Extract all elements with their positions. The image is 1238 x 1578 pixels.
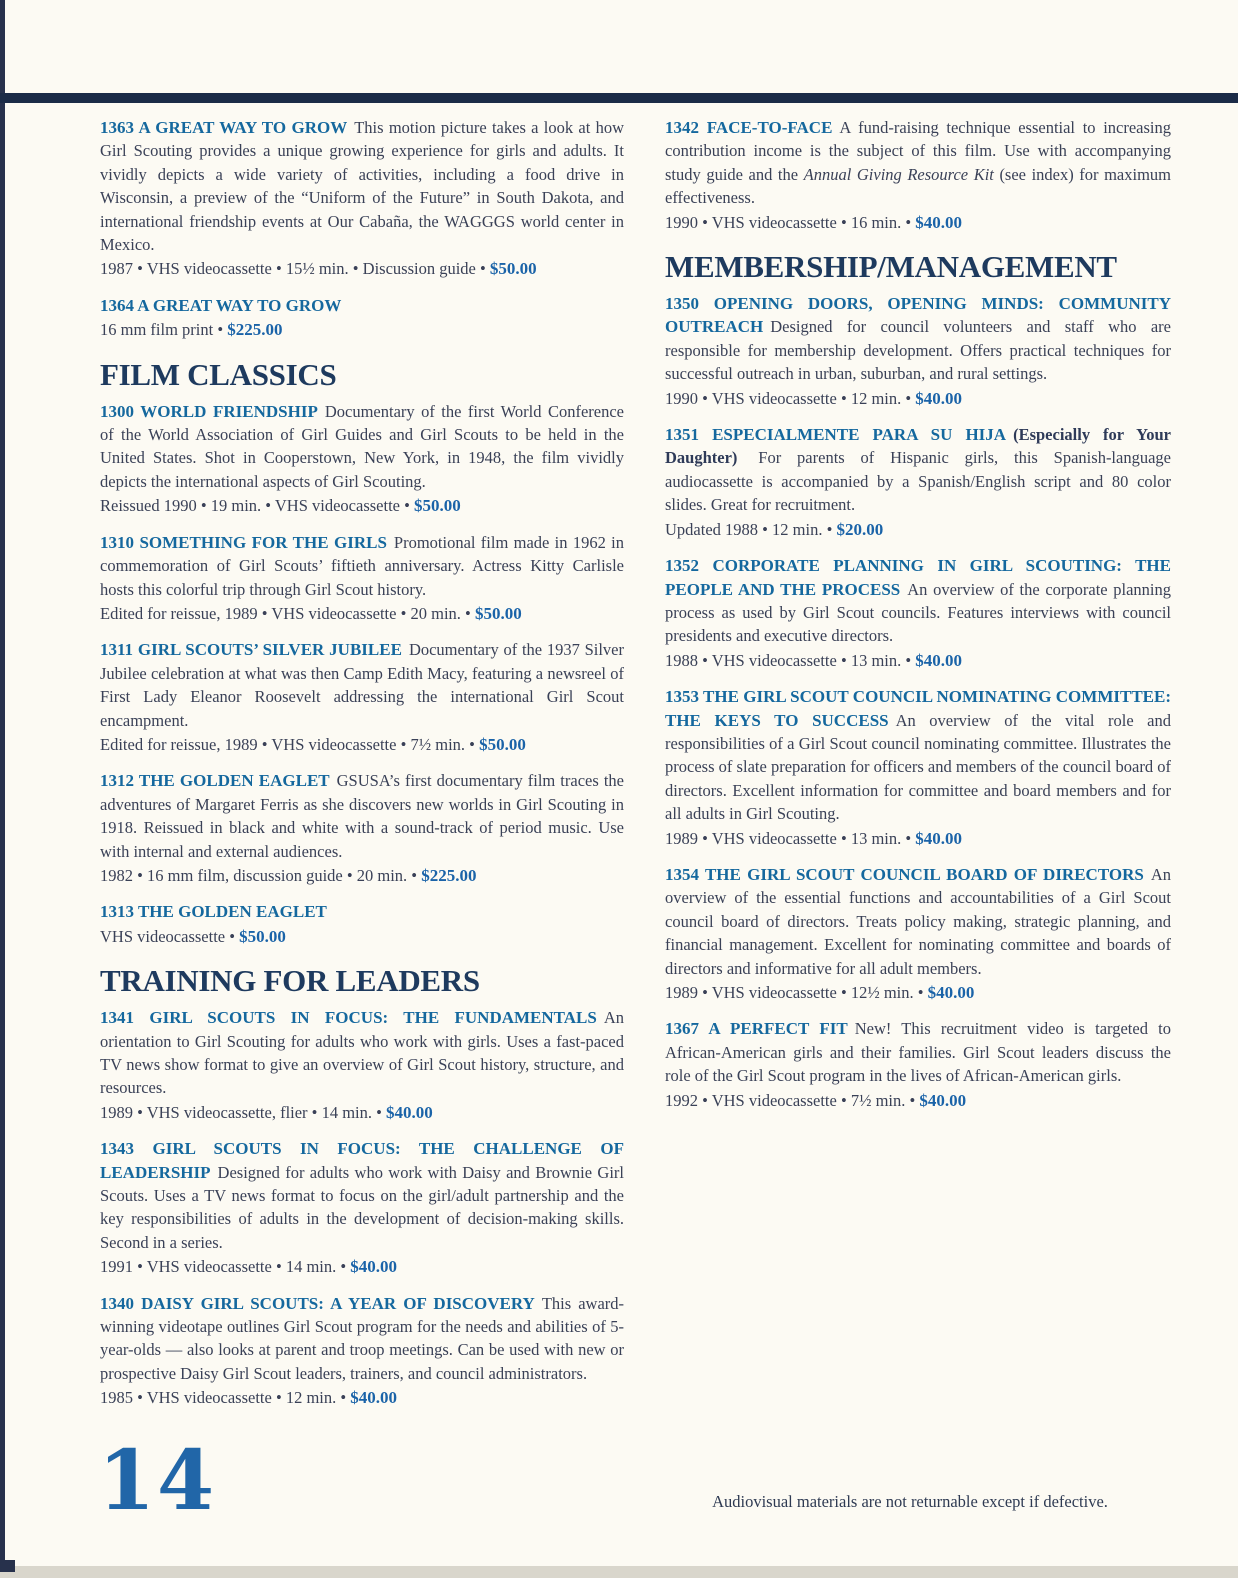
entry-specs: 1989 • VHS videocassette • 12½ min. •: [665, 983, 924, 1002]
entry-specs: Edited for reissue, 1989 • VHS videocassette • 7½ min. •: [100, 734, 475, 754]
entry-price: $40.00: [350, 1388, 398, 1408]
entry-price: $40.00: [915, 212, 963, 232]
entry-price: $225.00: [421, 865, 477, 885]
entry-paragraph: [665, 423, 1171, 517]
catalog-entry: [100, 900, 624, 948]
entry-price: $40.00: [919, 1090, 967, 1110]
entry-description: This award-winning videotape outlines Girl Scout program for the needs and abilities of 5-year-olds — also looks at parent and troop meetings. Can be used with new or prospective Daisy Girl Scout leaders, trainers, and council administrators.: [100, 1293, 625, 1383]
section-heading: FILM CLASSICS: [100, 356, 337, 392]
catalog-entry: [665, 116, 1171, 234]
entry-price: $225.00: [227, 320, 283, 340]
entry-specs: 1990 • VHS videocassette • 12 min. •: [665, 388, 912, 408]
entry-paragraph: [100, 400, 624, 494]
catalog-entry: [665, 554, 1171, 672]
entry-paragraph: [100, 900, 624, 923]
entry-paragraph: [100, 531, 624, 601]
entry-description-segment: Annual Giving Resource Kit: [803, 164, 994, 184]
entry-specs-line: [665, 387, 1171, 410]
entry-specs-line: [665, 827, 1171, 850]
entry-title: 1312 THE GOLDEN EAGLET: [100, 771, 330, 791]
entry-paragraph: [665, 863, 1171, 980]
entry-description: Designed for adults who work with Daisy and Brownie Girl Scouts. Uses a TV news format to focus on the girl/adult partnership and the key responsibilities of adults in the development of decision-making skills. Second in a series.: [100, 1162, 624, 1252]
entry-specs: Updated 1988 • 12 min. •: [665, 519, 833, 539]
page-left-edge-line: [0, 0, 5, 1572]
entry-paragraph: [100, 1137, 624, 1254]
entry-price: $40.00: [915, 388, 963, 408]
entry-specs-line: [100, 602, 624, 625]
entry-specs-line: [100, 1101, 624, 1124]
entry-price: $40.00: [386, 1102, 433, 1122]
entry-paragraph: [665, 116, 1171, 210]
entry-description: An overview of the vital role and responsibilities of a Girl Scout council nominating committee. Illustrates the process of slate preparation for officers and members of the council board of directors. Excellent information for committee and board members and for all adults in Girl Scouting.: [665, 710, 1171, 824]
column-right: [665, 116, 1171, 1125]
entry-price: $20.00: [836, 519, 884, 539]
entry-price: $50.00: [474, 603, 522, 623]
entry-specs: 1987 • VHS videocassette • 15½ min. • Discussion guide •: [100, 259, 486, 279]
bottom-edge-strip: [0, 1566, 1238, 1578]
entry-title-suffix: (Especially for Your Daughter): [665, 425, 1171, 468]
catalog-entry: [100, 1006, 624, 1124]
entry-title: 1311 GIRL SCOUTS’ SILVER JUBILEE: [100, 640, 402, 660]
entry-specs-line: [665, 1089, 1171, 1112]
bottom-left-mark: [0, 1560, 15, 1572]
entry-specs-line: [100, 925, 624, 948]
catalog-entry: [100, 1292, 624, 1410]
catalog-entry: [100, 531, 624, 626]
catalog-entry: [100, 769, 624, 887]
entry-description: An overview of the essential functions and accountabilities of a Girl Scout council board of directors. Treats policy making, strategic planning, and financial management. Excellent for nominating committee and boards of directors and informative for all adult members.: [665, 864, 1171, 978]
catalog-entry: [100, 638, 624, 756]
entry-title: 1341 GIRL SCOUTS IN FOCUS: THE FUNDAMENTALS: [100, 1008, 597, 1028]
entry-paragraph: [665, 1017, 1171, 1087]
top-divider-rule: [0, 93, 1238, 103]
catalog-entry: [100, 1137, 624, 1278]
entry-title: 1367 A PERFECT FIT: [665, 1019, 848, 1039]
entry-price: $40.00: [915, 650, 963, 670]
entry-price: $40.00: [915, 828, 963, 848]
entry-paragraph: [100, 769, 624, 863]
entry-description: This motion picture takes a look at how Girl Scouting provides a unique growing experience for girls and adults. It vividly depicts a wide variety of activities, including a food drive in Wisconsin, a preview of the “Uniform of the Future” in South Dakota, and international friendship events at Our Cabaña, the WAGGGS world center in Mexico.: [100, 118, 624, 255]
entry-title: 1354 THE GIRL SCOUT COUNCIL BOARD OF DIRECTORS: [665, 864, 1144, 884]
entry-specs-line: [100, 257, 624, 280]
entry-specs: 1990 • VHS videocassette • 16 min. •: [665, 212, 912, 232]
entry-specs-line: [100, 1255, 624, 1278]
entry-paragraph: [100, 638, 624, 732]
entry-description: Documentary of the first World Conference of the World Association of Girl Guides and Girl Scouts to be held in the United States. Shot in Cooperstown, New York, in 1948, the film vividly depicts the international aspects of Girl Scouting.: [100, 401, 625, 491]
catalog-entry: [665, 1017, 1171, 1112]
entry-title: 1363 A GREAT WAY TO GROW: [100, 118, 348, 137]
entry-specs-line: [100, 494, 624, 517]
entry-price: $40.00: [927, 983, 975, 1002]
entry-specs: 1991 • VHS videocassette • 14 min. •: [100, 1257, 347, 1277]
section-heading: TRAINING FOR LEADERS: [100, 963, 480, 999]
entry-description: An orientation to Girl Scouting for adults who work with girls. Uses a fast-paced TV news show format to give an overview of Girl Scout history, structure, and resources.: [100, 1008, 624, 1098]
entry-specs: 16 mm film print •: [100, 320, 224, 340]
entry-title: 1351 ESPECIALMENTE PARA SU HIJA: [665, 425, 1007, 445]
entry-title: 1350 OPENING DOORS, OPENING MINDS: COMMUNITY OUTREACH: [665, 294, 1171, 337]
entry-description: New! This recruitment video is targeted to African-American girls and their families. Girl Scout leaders discuss the role of the Girl Scout program in the lives of African-American girls.: [665, 1019, 1171, 1086]
entry-title: 1310 SOMETHING FOR THE GIRLS: [100, 532, 387, 552]
entry-paragraph: [665, 685, 1171, 825]
entry-description-segment: A fund-raising technique essential to increasing contribution income is the subject of this film. Use with accompanying study guide and the: [665, 118, 1171, 184]
entry-specs: 1989 • VHS videocassette, flier • 14 min. •: [100, 1102, 382, 1122]
entry-specs: VHS videocassette •: [100, 926, 235, 946]
entry-specs: 1992 • VHS videocassette • 7½ min. •: [665, 1090, 916, 1110]
entry-specs-line: [665, 211, 1171, 234]
catalog-entry: [665, 685, 1171, 850]
entry-paragraph: [100, 294, 624, 317]
entry-price: $50.00: [414, 496, 461, 516]
entry-title: 1343 GIRL SCOUTS IN FOCUS: THE CHALLENGE OF LEADERSHIP: [100, 1139, 624, 1182]
entry-specs-line: [665, 981, 1171, 1004]
section-heading: MEMBERSHIP/MANAGEMENT: [665, 249, 1117, 285]
entry-paragraph: [100, 1006, 624, 1100]
column-left: [100, 116, 624, 1423]
entry-description: An overview of the corporate planning process as used by Girl Scout councils. Features interviews with council presidents and executive directors.: [665, 579, 1172, 646]
entry-paragraph: [100, 116, 624, 256]
catalog-entry: [100, 116, 624, 281]
entry-specs-line: [100, 1386, 624, 1409]
entry-specs: 1985 • VHS videocassette • 12 min. •: [100, 1388, 347, 1408]
footer-note: Audiovisual materials are not returnable except if defective.: [712, 1492, 1108, 1511]
entry-price: $50.00: [489, 259, 537, 279]
entry-title: 1340 DAISY GIRL SCOUTS: A YEAR OF DISCOVERY: [100, 1293, 535, 1313]
entry-description-segment: (see index) for maximum effectiveness.: [665, 164, 1171, 208]
entry-title: 1364 A GREAT WAY TO GROW: [100, 295, 342, 315]
entry-description: Designed for council volunteers and staff who are responsible for membership development. Offers practical techniques for successful outreach in urban, suburban, and rural settings.: [665, 317, 1171, 384]
entry-price: $40.00: [350, 1257, 398, 1277]
entry-specs-line: [100, 864, 624, 887]
entry-paragraph: [665, 292, 1171, 386]
entry-specs: 1988 • VHS videocassette • 13 min. •: [665, 650, 912, 670]
page-number: 14: [98, 1433, 217, 1529]
entry-title: 1352 CORPORATE PLANNING IN GIRL SCOUTING: THE PEOPLE AND THE PROCESS: [665, 556, 1171, 599]
entry-specs-line: [665, 518, 1171, 541]
catalog-entry: [665, 423, 1171, 541]
entry-title: 1342 FACE-TO-FACE: [665, 118, 833, 137]
entry-specs: 1982 • 16 mm film, discussion guide • 20 min. •: [100, 865, 418, 885]
catalog-entry: [100, 400, 624, 518]
entry-description: Documentary of the 1937 Silver Jubilee celebration at what was then Camp Edith Macy, featuring a newsreel of First Lady Eleanor Roosevelt addressing the international Girl Scout encampment.: [100, 640, 624, 730]
entry-title: 1300 WORLD FRIENDSHIP: [100, 401, 318, 421]
entry-title: 1313 THE GOLDEN EAGLET: [100, 902, 327, 922]
catalog-entry: [665, 863, 1171, 1004]
entry-price: $50.00: [239, 926, 286, 946]
entry-title: 1353 THE GIRL SCOUT COUNCIL NOMINATING COMMITTEE: THE KEYS TO SUCCESS: [665, 687, 1171, 730]
entry-price: $50.00: [479, 734, 526, 754]
catalog-entry: [100, 294, 624, 342]
entry-description: GSUSA’s first documentary film traces the adventures of Margaret Ferris as she discovers new worlds in Girl Scouting in 1918. Reissued in black and white with a sound-track of period music. Use with internal and external audiences.: [100, 771, 624, 861]
entry-specs-line: [100, 733, 624, 756]
entry-specs: Edited for reissue, 1989 • VHS videocassette • 20 min. •: [100, 603, 471, 623]
entry-specs-line: [100, 318, 624, 341]
entry-description: For parents of Hispanic girls, this Spanish-language audiocassette is accompanied by a Spanish/English script and 80 color slides. Great for recruitment.: [665, 448, 1171, 515]
entry-specs: 1989 • VHS videocassette • 13 min. •: [665, 828, 912, 848]
entry-description: Promotional film made in 1962 in commemoration of Girl Scouts’ fiftieth anniversary. Actress Kitty Carlisle hosts this colorful trip through Girl Scout history.: [100, 532, 624, 599]
entry-paragraph: [100, 1292, 624, 1386]
entry-paragraph: [665, 554, 1171, 648]
entry-specs: Reissued 1990 • 19 min. • VHS videocassette •: [100, 496, 410, 516]
entry-specs-line: [665, 649, 1171, 672]
catalog-entry: [665, 292, 1171, 410]
